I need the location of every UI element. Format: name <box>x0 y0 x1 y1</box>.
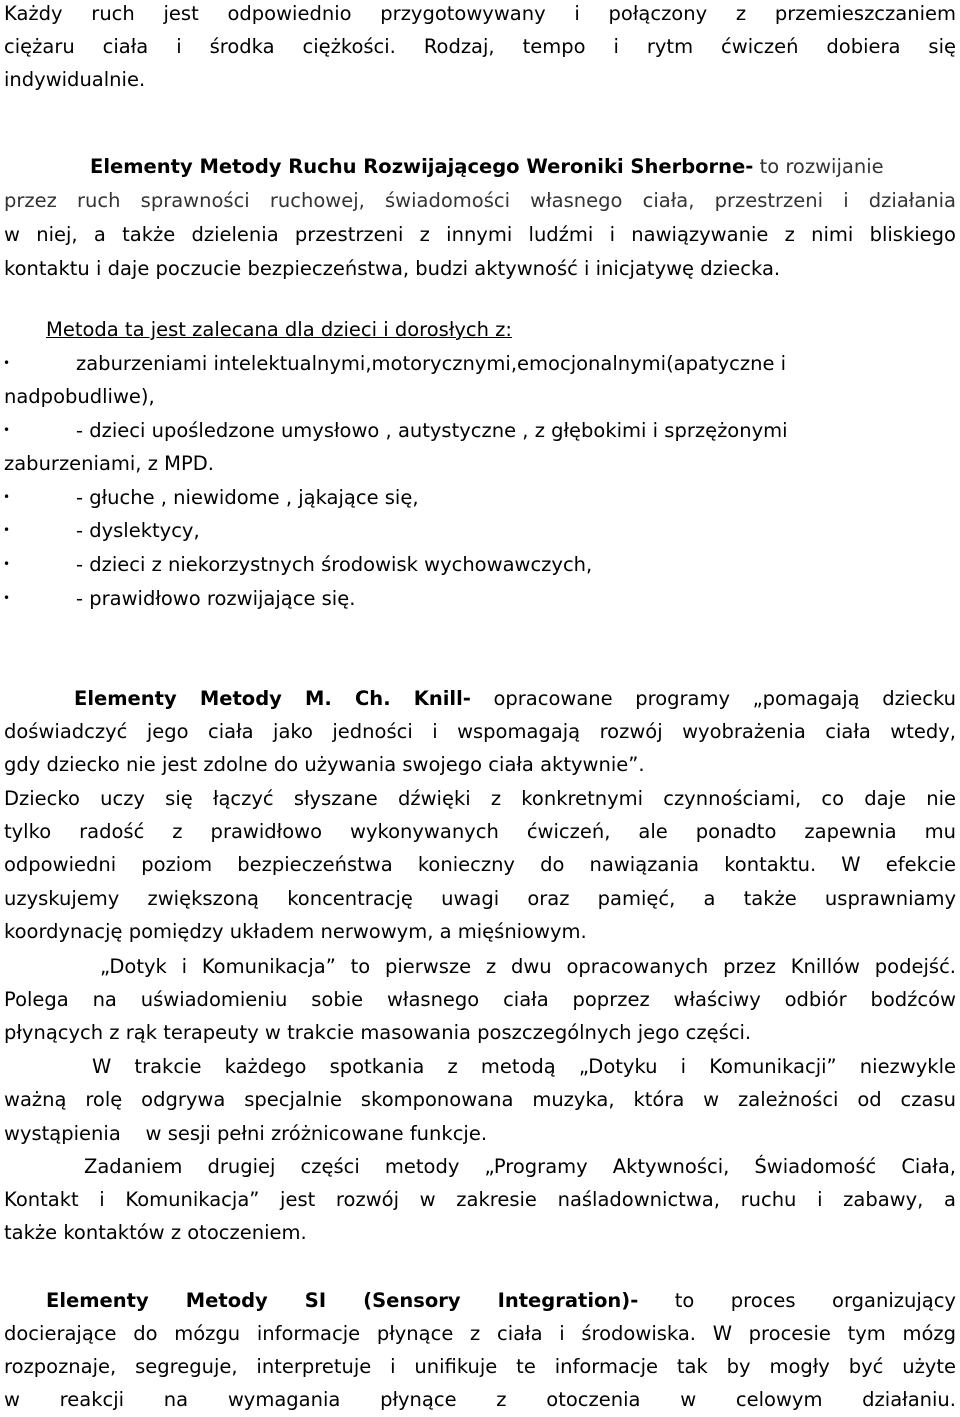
knill-p3-line-2: Polega na uświadomieniu sobie własnego ciała poprzez właściwy odbiór bodźców <box>4 988 956 1011</box>
knill-p4-line-3: wystąpienia w sesji pełni zróżnicowane funkcje. <box>4 1122 488 1145</box>
si-line-4: w reakcji na wymagania płynące z otoczenia w celowym działaniu. <box>4 1388 956 1411</box>
list-item-line-1: zaburzeniami intelektualnymi,motorycznymi,emocjonalnymi(apatyczne i <box>76 352 787 375</box>
si-line-3: rozpoznaje, segreguje, interpretuje i unifikuje te informacje tak by mogły być użyte <box>4 1355 956 1378</box>
bullet-icon: • <box>3 523 11 537</box>
list-item-line-1: - dzieci z niekorzystnych środowisk wychowawczych, <box>76 553 593 576</box>
bullet-icon: • <box>3 356 11 370</box>
knill-p3-line-3: płynących z rąk terapeuty w trakcie masowania poszczególnych jego części. <box>4 1021 752 1044</box>
sherborne-line-2: przez ruch sprawności ruchowej, świadomości własnego ciała, przestrzeni i działania <box>4 189 956 212</box>
knill-heading: Elementy Metody M. Ch. Knill- <box>74 687 471 710</box>
list-item-line-2: zaburzeniami, z MPD. <box>4 452 214 475</box>
bullet-icon: • <box>3 490 11 504</box>
si-line-1-rest: to proces organizujący <box>638 1289 956 1312</box>
recommended-heading <box>46 313 946 346</box>
knill-line-1-rest: opracowane programy „pomagają dziecku <box>470 687 956 710</box>
knill-p2-line-4: uzyskujemy zwiększoną koncentrację uwagi oraz pamięć, a także usprawniamy <box>4 887 956 910</box>
recommended-heading-text: Metoda ta jest zalecana dla dzieci i dorosłych z: <box>46 318 512 341</box>
knill-p4-line-1: W trakcie każdego spotkania z metodą „Dotyku i Komunikacji” niezwykle <box>92 1055 956 1078</box>
si-line-2: docierające do mózgu informacje płynące z ciała i środowiska. W procesie tym mózg <box>4 1322 956 1345</box>
sherborne-line-4: kontaktu i daje poczucie bezpieczeństwa, budzi aktywność i inicjatywę dziecka. <box>4 257 781 280</box>
list-item-line-1: - głuche , niewidome , jąkające się, <box>76 486 419 509</box>
sherborne-heading: Elementy Metody Ruchu Rozwijającego Weroniki Sherborne- <box>90 155 754 178</box>
knill-p2-line-5: koordynację pomiędzy układem nerwowym, a mięśniowym. <box>4 920 587 943</box>
si-line-1 <box>46 1284 956 1317</box>
list-item-line-2: nadpobudliwe), <box>4 385 155 408</box>
knill-p3-line-1: „Dotyk i Komunikacja” to pierwsze z dwu opracowanych przez Knillów podejść. <box>100 955 956 978</box>
knill-p5-line-3: także kontaktów z otoczeniem. <box>4 1221 307 1244</box>
knill-p5-line-2: Kontakt i Komunikacja” jest rozwój w zakresie naśladownictwa, ruchu i zabawy, a <box>4 1188 956 1211</box>
list-item-line-1: - dzieci upośledzone umysłowo , autystyczne , z głębokimi i sprzężonymi <box>76 419 788 442</box>
sherborne-line-1 <box>90 150 956 183</box>
knill-p2-line-3: odpowiedni poziom bezpieczeństwa konieczny do nawiązania kontaktu. W efekcie <box>4 853 956 876</box>
sherborne-line-1-rest: to rozwijanie <box>753 155 884 178</box>
intro-line-3: indywidualnie. <box>4 68 146 91</box>
bullet-icon: • <box>3 557 11 571</box>
bullet-icon: • <box>3 591 11 605</box>
knill-line-1 <box>74 682 956 715</box>
knill-p4-line-2: ważną rolę odgrywa specjalnie skomponowana muzyka, która w zależności od czasu <box>4 1088 956 1111</box>
knill-p5-line-1: Zadaniem drugiej części metody „Programy Aktywności, Świadomość Ciała, <box>84 1155 956 1178</box>
si-heading: Elementy Metody SI (Sensory Integration)- <box>46 1289 639 1312</box>
sherborne-line-3: w niej, a także dzielenia przestrzeni z innymi ludźmi i nawiązywanie z nimi bliskiego <box>4 223 956 246</box>
knill-line-3: gdy dziecko nie jest zdolne do używania swojego ciała aktywnie”. <box>4 753 645 776</box>
list-item-line-1: - dyslektycy, <box>76 519 200 542</box>
intro-line-1: Każdy ruch jest odpowiednio przygotowywany i połączony z przemieszczaniem <box>4 2 956 25</box>
knill-p2-line-1: Dziecko uczy się łączyć słyszane dźwięki z konkretnymi czynnościami, co daje nie <box>4 787 956 810</box>
list-item-line-1: - prawidłowo rozwijające się. <box>76 587 356 610</box>
knill-p2-line-2: tylko radość z prawidłowo wykonywanych ćwiczeń, ale ponadto zapewnia mu <box>4 820 956 843</box>
bullet-icon: • <box>3 423 11 437</box>
intro-line-2: ciężaru ciała i środka ciężkości. Rodzaj, tempo i rytm ćwiczeń dobiera się <box>4 35 956 58</box>
knill-line-2: doświadczyć jego ciała jako jedności i wspomagają rozwój wyobrażenia ciała wtedy, <box>4 720 956 743</box>
